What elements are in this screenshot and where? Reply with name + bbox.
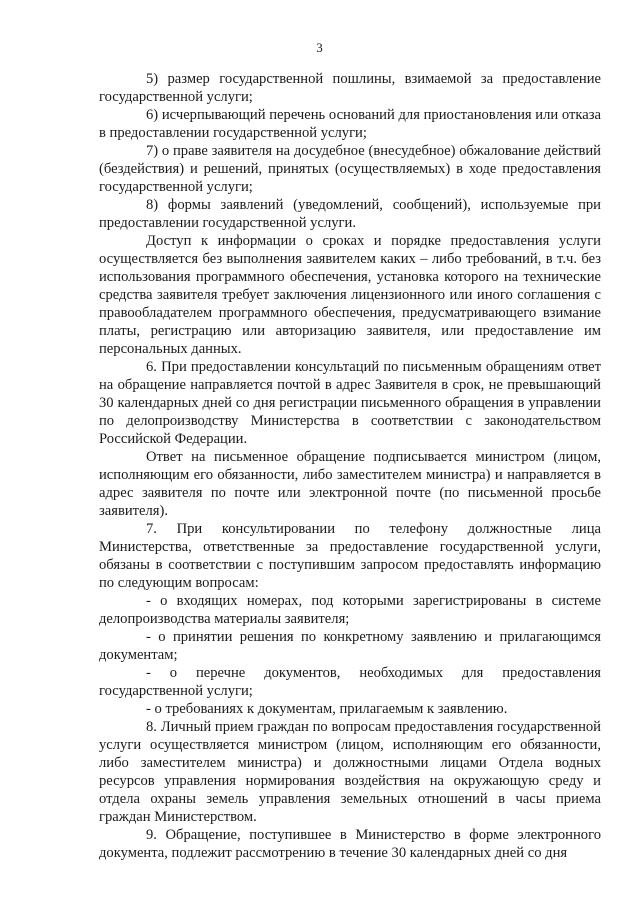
paragraph-clause-6: 6. При предоставлении консультаций по письменным обращениям ответ на обращение направляется почтой в адрес Заявителя в срок, не превышающий 30 календарных дней со дня регистрации письменного обращения в управлении по делопроизводству Министерства в соответствии с законодательством Российской Федерации. <box>99 359 601 447</box>
list-item-document-list: - о перечне документов, необходимых для предоставления государственной услуги; <box>99 665 601 699</box>
paragraph-item-5: 5) размер государственной пошлины, взимаемой за предоставление государственной услуги; <box>99 71 601 105</box>
page-number: 3 <box>316 40 323 55</box>
document-body <box>99 70 601 862</box>
paragraph-clause-7: 7. При консультировании по телефону должностные лица Министерства, ответственные за предоставление государственной услуги, обязаны в соответствии с поступившим запросом предоставлять информацию по следующим вопросам: <box>99 521 601 591</box>
paragraph-item-8: 8) формы заявлений (уведомлений, сообщений), используемые при предоставлении государственной услуги. <box>99 197 601 231</box>
list-item-document-requirements: - о требованиях к документам, прилагаемым к заявлению. <box>146 701 508 717</box>
paragraph-item-6: 6) исчерпывающий перечень оснований для приостановления или отказа в предоставлении государственной услуги; <box>99 107 601 141</box>
paragraph-clause-9: 9. Обращение, поступившее в Министерство в форме электронного документа, подлежит рассмотрению в течение 30 календарных дней со дня <box>99 827 601 861</box>
paragraph-written-reply: Ответ на письменное обращение подписывается министром (лицом, исполняющим его обязанности, либо заместителем министра) и направляется в адрес заявителя по почте или электронной почте (по письменной просьбе заявителя). <box>99 449 601 519</box>
paragraph-access-info: Доступ к информации о сроках и порядке предоставления услуги осуществляется без выполнения заявителем каких – либо требований, в т.ч. без использования программного обеспечения, установка которого на технические средства заявителя требует заключения лицензионного или иного соглашения с правообладателем программного обеспечения, предусматривающего взимание платы, регистрацию или авторизацию заявителя, или предоставление им персональных данных. <box>99 233 601 357</box>
paragraph-clause-8: 8. Личный прием граждан по вопросам предоставления государственной услуги осуществляется министром (лицом, исполняющим его обязанности, либо заместителем министра) и должностными лицами Отдела водных ресурсов управления нормирования воздействия на окружающую среду и отдела охраны земель управления земельных отношений в часы приема граждан Министерством. <box>99 719 601 825</box>
list-item-decision: - о принятии решения по конкретному заявлению и прилагающимся документам; <box>99 629 601 663</box>
list-item-incoming-numbers: - о входящих номерах, под которыми зарегистрированы в системе делопроизводства материалы заявителя; <box>99 593 601 627</box>
paragraph-item-7: 7) о праве заявителя на досудебное (внесудебное) обжалование действий (бездействия) и решений, принятых (осуществляемых) в ходе предоставления государственной услуги; <box>99 143 601 195</box>
